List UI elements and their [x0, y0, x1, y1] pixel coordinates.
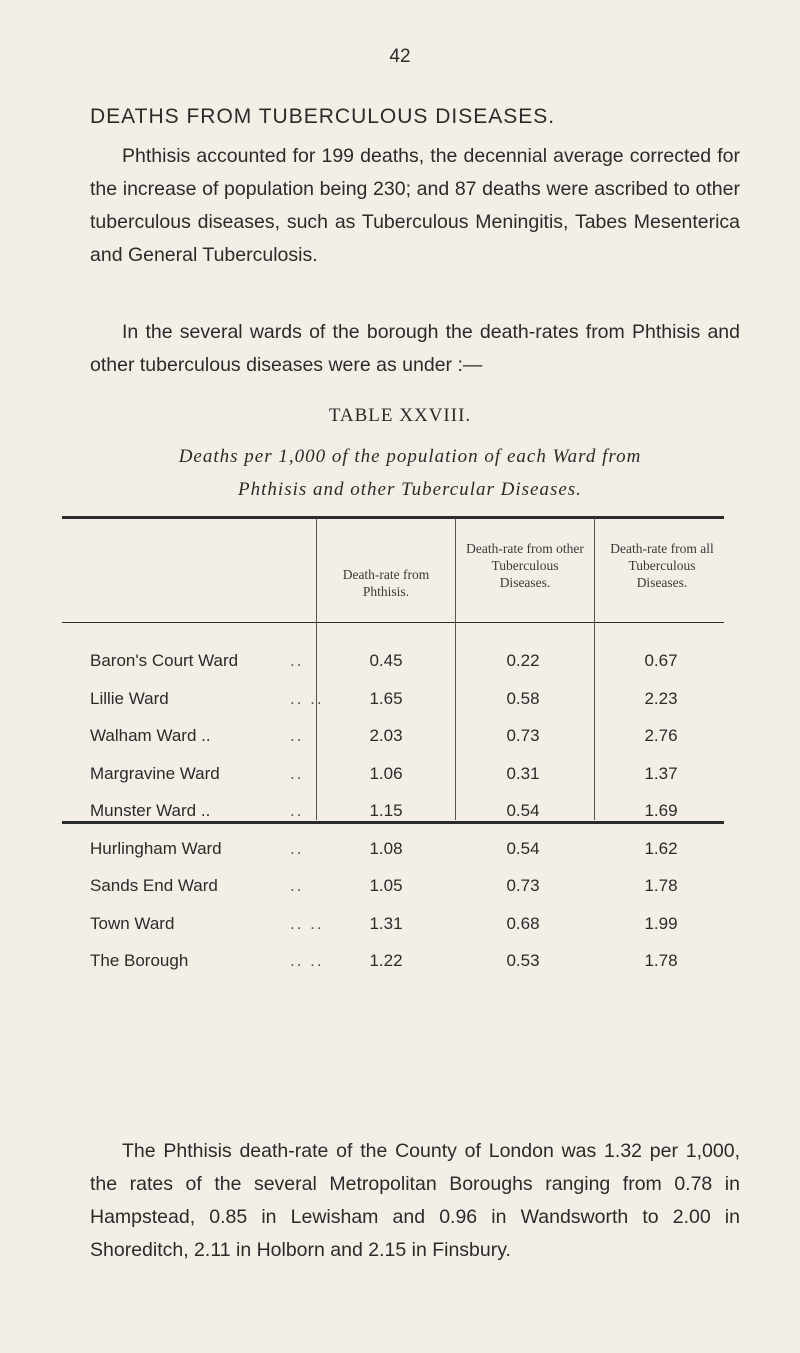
ward-name: [90, 871, 320, 901]
phthisis-rate: 2.03: [369, 726, 403, 745]
table-top-rule: [62, 516, 724, 519]
ward-name: [90, 646, 320, 676]
leader-dots: ..: [290, 651, 304, 670]
table-row: [0, 946, 800, 976]
phthisis-rate: 1.05: [369, 876, 403, 895]
all-rate: 1.37: [644, 763, 678, 783]
all-rate: 1.62: [644, 838, 678, 858]
leader-dots: .. ..: [290, 688, 324, 708]
other-rate: 0.22: [506, 651, 540, 670]
ward-label: Lillie Ward: [90, 688, 169, 708]
table-row: [0, 909, 800, 939]
leader-dots: ..: [290, 876, 304, 895]
section-heading: DEATHS FROM TUBERCULOUS DISEASES.: [90, 105, 556, 128]
table-header-rule: [62, 622, 724, 623]
ward-name: [90, 721, 320, 751]
table-row: [0, 721, 800, 751]
ward-name: [90, 684, 324, 714]
column-header-all: Death-rate from all Tuberculous Diseases.: [610, 541, 714, 590]
all-rate: 2.76: [644, 726, 678, 745]
ward-label: Town Ward: [90, 913, 175, 933]
leader-dots: ..: [290, 838, 304, 858]
other-rate: 0.54: [506, 801, 540, 820]
leader-dots: ..: [290, 726, 304, 745]
ward-name: [90, 759, 320, 789]
all-rate: 0.67: [644, 651, 678, 670]
paragraph-phthisis-summary: Phthisis accounted for 199 deaths, the decennial average corrected for the increase of population being 230; and 87 deaths were ascribed to other tuberculous diseases, such as Tuberculous Meningitis, Tabes Mesenterica and General Tuberculosis.: [90, 145, 740, 266]
leader-dots: .. ..: [290, 951, 324, 970]
ward-name: [90, 796, 320, 826]
table-caption: Deaths per 1,000 of the population of each Ward from Phthisis and other Tubercular Diseases.: [178, 446, 642, 500]
leader-dots: .. ..: [290, 913, 324, 933]
other-rate: 0.73: [506, 876, 540, 895]
all-rate: 2.23: [644, 688, 678, 708]
ward-label: Sands End Ward: [90, 876, 218, 895]
ward-label: Baron's Court Ward: [90, 651, 239, 670]
other-rate: 0.31: [506, 763, 540, 783]
ward-name: [90, 834, 320, 864]
phthisis-rate: 1.15: [369, 801, 403, 820]
other-rate: 0.54: [506, 838, 540, 858]
table-row: [0, 646, 800, 676]
paragraph-ward-intro: In the several wards of the borough the death-rates from Phthisis and other tuberculous diseases were as under :—: [90, 321, 740, 376]
other-rate: 0.68: [506, 913, 540, 933]
phthisis-rate: 1.08: [369, 838, 403, 858]
all-rate: 1.78: [644, 951, 678, 970]
all-rate: 1.99: [644, 913, 678, 933]
paragraph-county-comparison: The Phthisis death-rate of the County of London was 1.32 per 1,000, the rates of the several Metropolitan Boroughs ranging from 0.78 in Hampstead, 0.85 in Lewisham and 0.96 in Wandsworth to 2.00 in Shoreditch, 2.11 in Holborn and 2.15 in Finsbury.: [90, 1140, 740, 1261]
all-rate: 1.69: [644, 801, 678, 820]
ward-label: Walham Ward ..: [90, 726, 211, 745]
ward-name: [90, 909, 324, 939]
ward-label: Munster Ward ..: [90, 801, 211, 820]
other-rate: 0.73: [506, 726, 540, 745]
phthisis-rate: 1.22: [369, 951, 403, 970]
ward-label: The Borough: [90, 951, 189, 970]
phthisis-rate: 1.06: [369, 763, 403, 783]
phthisis-rate: 1.31: [369, 913, 403, 933]
table-row: [0, 834, 800, 864]
phthisis-rate: 0.45: [369, 651, 403, 670]
table-row: [0, 871, 800, 901]
table-row: [0, 684, 800, 714]
column-header-phthisis: Death-rate from Phthisis.: [342, 567, 430, 599]
ward-name: [90, 946, 324, 976]
other-rate: 0.58: [506, 688, 540, 708]
table-row: [0, 796, 800, 826]
page-number: 42: [389, 46, 411, 67]
leader-dots: ..: [290, 801, 304, 820]
column-header-other: Death-rate from other Tuberculous Diseases.: [466, 541, 584, 590]
leader-dots: ..: [290, 763, 304, 783]
phthisis-rate: 1.65: [369, 688, 403, 708]
other-rate: 0.53: [506, 951, 540, 970]
ward-label: Margravine Ward: [90, 763, 220, 783]
all-rate: 1.78: [644, 876, 678, 895]
table-title: TABLE XXVIII.: [328, 405, 472, 426]
table-row: [0, 759, 800, 789]
ward-label: Hurlingham Ward: [90, 838, 222, 858]
